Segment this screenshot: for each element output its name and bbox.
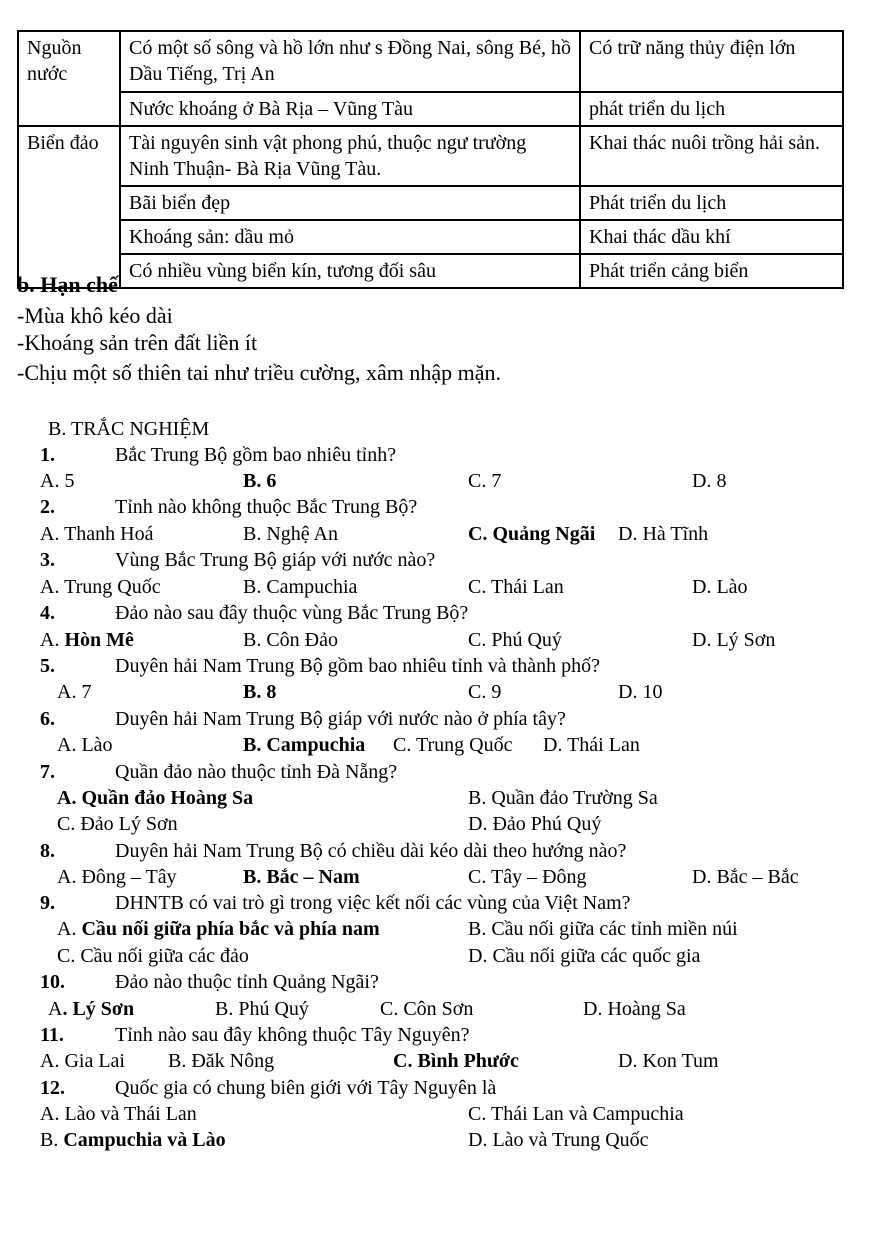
answer-letter: A bbox=[48, 998, 63, 1020]
table-cell-use: Khai thác dầu khí bbox=[580, 220, 843, 254]
question-number: 11. bbox=[40, 1024, 64, 1046]
answer-option: B. Cầu nối giữa các tỉnh miền núi bbox=[468, 918, 738, 940]
answer-option: B. Campuchia bbox=[243, 576, 358, 598]
limit-item: -Chịu một số thiên tai như triều cường, xâm nhập mặn. bbox=[17, 360, 501, 385]
answer-option: C. 7 bbox=[468, 470, 502, 492]
limit-item: -Mùa khô kéo dài bbox=[17, 303, 173, 328]
question-text: Duyên hải Nam Trung Bộ có chiều dài kéo dài theo hướng nào? bbox=[115, 840, 627, 862]
question-number: 7. bbox=[40, 761, 55, 783]
answer-option: D. 8 bbox=[692, 470, 727, 492]
answer-option: C. Đảo Lý Sơn bbox=[57, 813, 178, 835]
quiz-heading: B. TRẮC NGHIỆM bbox=[48, 418, 210, 440]
table-cell-resource: Bãi biển đẹp bbox=[120, 186, 580, 220]
table-cell-use: Khai thác nuôi trồng hải sản. bbox=[580, 126, 843, 186]
answer-option: D. Hoàng Sa bbox=[583, 998, 686, 1020]
table-row bbox=[18, 254, 843, 288]
answer-option: C. Cầu nối giữa các đảo bbox=[57, 945, 249, 967]
answer-option: D. Thái Lan bbox=[543, 734, 640, 756]
answer-option: D. Lý Sơn bbox=[692, 629, 776, 651]
answer-option: C. Côn Sơn bbox=[380, 998, 474, 1020]
question-text: Duyên hải Nam Trung Bộ giáp với nước nào ở phía tây? bbox=[115, 708, 566, 730]
question-text: Đảo nào sau đây thuộc vùng Bắc Trung Bộ? bbox=[115, 602, 469, 624]
table-cell-resource: Có một số sông và hồ lớn như s Đồng Nai, sông Bé, hồ Dầu Tiếng, Trị An bbox=[120, 31, 580, 92]
answer-option-correct: B. Bắc – Nam bbox=[243, 866, 360, 888]
answer-option: D. Bắc – Bắc bbox=[692, 866, 799, 888]
question-number: 6. bbox=[40, 708, 55, 730]
answer-option: A. 7 bbox=[57, 681, 92, 703]
answer-option: B. Côn Đảo bbox=[243, 629, 338, 651]
answer-option: C. Phú Quý bbox=[468, 629, 562, 651]
answer-option: D. Lào bbox=[692, 576, 748, 598]
table-cell-use: Có trữ năng thủy điện lớn bbox=[580, 31, 843, 92]
table-row bbox=[18, 31, 843, 92]
answer-option: D. Kon Tum bbox=[618, 1050, 719, 1072]
question-number: 8. bbox=[40, 840, 55, 862]
answer-option bbox=[40, 627, 134, 653]
question-text: Bắc Trung Bộ gồm bao nhiêu tỉnh? bbox=[115, 444, 397, 466]
question-text: Quần đảo nào thuộc tỉnh Đà Nẵng? bbox=[115, 761, 398, 783]
table-row bbox=[18, 220, 843, 254]
question-text: Đảo nào thuộc tỉnh Quảng Ngãi? bbox=[115, 971, 379, 993]
answer-option-correct: C. Quảng Ngãi bbox=[468, 523, 596, 545]
answer-letter: A. bbox=[40, 629, 60, 651]
answer-option: A. Thanh Hoá bbox=[40, 523, 154, 545]
answer-option: D. Cầu nối giữa các quốc gia bbox=[468, 945, 701, 967]
question-text: DHNTB có vai trò gì trong việc kết nối các vùng của Việt Nam? bbox=[115, 892, 631, 914]
answer-option: B. Phú Quý bbox=[215, 998, 309, 1020]
answer-option: D. Hà Tĩnh bbox=[618, 523, 709, 545]
table-cell-resource: Có nhiều vùng biển kín, tương đối sâu bbox=[120, 254, 580, 288]
answer-option: A. Lào và Thái Lan bbox=[40, 1103, 197, 1125]
table-row bbox=[18, 92, 843, 126]
answer-option: B. Nghệ An bbox=[243, 523, 338, 545]
answer-option bbox=[57, 916, 380, 942]
limits-heading: b. Hạn chế bbox=[17, 272, 118, 297]
question-text: Tỉnh nào không thuộc Bắc Trung Bộ? bbox=[115, 496, 418, 518]
resource-table bbox=[17, 30, 844, 289]
answer-option: C. 9 bbox=[468, 681, 502, 703]
answer-option-correct: . Lý Sơn bbox=[62, 998, 135, 1020]
table-cell-use: Phát triển cảng biển bbox=[580, 254, 843, 288]
answer-option-correct: B. Campuchia bbox=[243, 734, 366, 756]
answer-option: C. Tây – Đông bbox=[468, 866, 587, 888]
answer-option: A. Gia Lai bbox=[40, 1050, 125, 1072]
answer-option: A. Lào bbox=[57, 734, 113, 756]
answer-option: A. Trung Quốc bbox=[40, 576, 161, 598]
question-number: 4. bbox=[40, 602, 55, 624]
answer-option bbox=[40, 1127, 226, 1153]
question-number: 2. bbox=[40, 496, 55, 518]
question-number: 5. bbox=[40, 655, 55, 677]
answer-option: D. Lào và Trung Quốc bbox=[468, 1129, 649, 1151]
answer-option-correct: Hòn Mê bbox=[64, 629, 134, 651]
question-text: Duyên hải Nam Trung Bộ gồm bao nhiêu tỉnh và thành phố? bbox=[115, 655, 600, 677]
question-number: 3. bbox=[40, 549, 55, 571]
answer-option: D. Đảo Phú Quý bbox=[468, 813, 602, 835]
table-row bbox=[18, 126, 843, 186]
question-number: 1. bbox=[40, 444, 55, 466]
answer-option: C. Thái Lan bbox=[468, 576, 564, 598]
answer-option-correct: B. 8 bbox=[243, 681, 277, 703]
answer-option-correct: B. 6 bbox=[243, 470, 277, 492]
table-row bbox=[18, 186, 843, 220]
answer-option: B. Quần đảo Trường Sa bbox=[468, 787, 658, 809]
answer-option: A. Đông – Tây bbox=[57, 866, 177, 888]
answer-option-correct: A. Quần đảo Hoàng Sa bbox=[57, 787, 254, 809]
answer-option: B. Đăk Nông bbox=[168, 1050, 275, 1072]
answer-option bbox=[48, 996, 134, 1022]
answer-option: C. Thái Lan và Campuchia bbox=[468, 1103, 684, 1125]
question-number: 9. bbox=[40, 892, 55, 914]
answer-option: D. 10 bbox=[618, 681, 663, 703]
answer-option-correct: Cầu nối giữa phía bắc và phía nam bbox=[81, 918, 380, 940]
table-cell-use: Phát triển du lịch bbox=[580, 186, 843, 220]
table-cell-group: Biển đảo bbox=[18, 126, 120, 288]
table-cell-resource: Tài nguyên sinh vật phong phú, thuộc ngư trường Ninh Thuận- Bà Rịa Vũng Tàu. bbox=[120, 126, 580, 186]
table-cell-resource: Nước khoáng ở Bà Rịa – Vũng Tàu bbox=[120, 92, 580, 126]
limit-item: -Khoáng sản trên đất liền ít bbox=[17, 330, 258, 355]
table-cell-use: phát triển du lịch bbox=[580, 92, 843, 126]
answer-option: C. Trung Quốc bbox=[393, 734, 513, 756]
question-number: 12. bbox=[40, 1077, 65, 1099]
table-cell-resource: Khoáng sản: dầu mỏ bbox=[120, 220, 580, 254]
table-cell-group: Nguồn nước bbox=[18, 31, 120, 126]
answer-option: A. 5 bbox=[40, 470, 75, 492]
answer-letter: A. bbox=[57, 918, 77, 940]
question-number: 10. bbox=[40, 971, 65, 993]
answer-option-correct: Campuchia và Lào bbox=[63, 1129, 226, 1151]
question-text: Tỉnh nào sau đây không thuộc Tây Nguyên? bbox=[115, 1024, 470, 1046]
answer-option-correct: C. Bình Phước bbox=[393, 1050, 519, 1072]
question-text: Quốc gia có chung biên giới với Tây Nguyên là bbox=[115, 1077, 497, 1099]
question-text: Vùng Bắc Trung Bộ giáp với nước nào? bbox=[115, 549, 436, 571]
answer-letter: B. bbox=[40, 1129, 59, 1151]
